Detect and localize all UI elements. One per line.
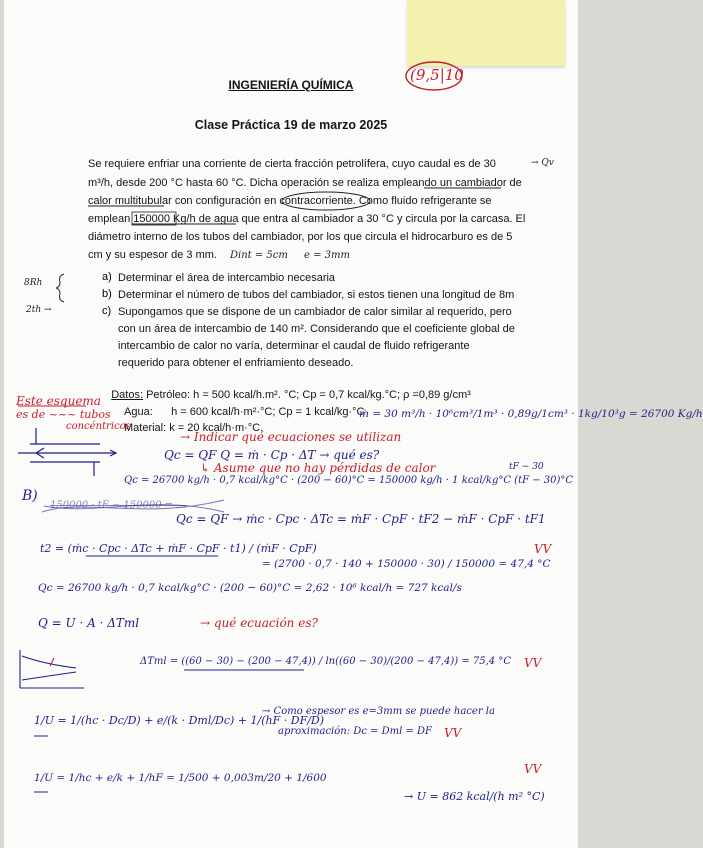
hw-de-tubos: es de ~~~ tubos [16, 408, 111, 421]
hw-u-check: VV [444, 726, 462, 740]
page-subtitle: Clase Práctica 19 de marzo 2025 [194, 118, 388, 132]
hw-t2-equation: t2 = (ṁc · Cpc · ΔTc + ṁF · CpF · t1) / (ṁF · CpF) [40, 542, 317, 555]
note-dint: Dint = 5cm [230, 250, 288, 261]
hw-b-label: B) [22, 488, 38, 504]
question-c-line-4: requerido para obtener el enfriamiento deseado. [118, 357, 354, 369]
hw-indicar: → Indicar qué ecuaciones se utilizan [180, 430, 402, 444]
hw-qc-line: Qc = 26700 kg/h · 0,7 kcal/kg°C · (200 − 60)°C = 150000 kg/h · 1 kcal/kg°C (tF − 30)°C [124, 475, 574, 486]
datos-material: Material: k = 20 kcal/h·m·°C. [124, 422, 264, 434]
question-b-label: b) [102, 288, 112, 300]
statement-line-5: diámetro interno de los tubos del cambiador, por los que circula el hidrocarburo es de 5 [88, 231, 513, 243]
margin-note-qv: → Qv [531, 158, 554, 168]
hw-esquema: Este esquema [16, 394, 101, 408]
ink-strokes [4, 0, 578, 848]
question-b-text: Determinar el número de tubos del cambiador, si estos tienen una longitud de 8m [118, 289, 515, 301]
question-a-label: a) [102, 271, 112, 283]
hw-strike: 150000 · tF − 150000 = ... [50, 500, 186, 511]
page-title: INGENIERÍA QUÍMICA [228, 78, 354, 92]
question-c-line-1: Supongamos que se dispone de un cambiador de calor similar al requerido, pero [118, 306, 512, 318]
hw-dtml-check: VV [524, 656, 542, 670]
temperature-profile-sketch [20, 650, 84, 688]
grade-circle [406, 62, 462, 90]
margin-note-c: 2th → [26, 305, 52, 315]
contracorriente-oval [282, 192, 370, 210]
hw-q-ua-note: → qué ecuación es? [200, 616, 318, 630]
question-c-line-3: intercambio de calor no varía, determinar el caudal de fluido refrigerante [118, 340, 470, 352]
hw-dtml: ΔTml = ((60 − 30) − (200 − 47,4)) / ln((60 − 30)/(200 − 47,4)) = 75,4 °C [140, 656, 511, 667]
hw-q-ua: Q = U · A · ΔTml [38, 616, 140, 630]
margin-note-ab: 8Rh [24, 278, 43, 288]
hw-qc-value: Qc = 26700 kg/h · 0,7 kcal/kg°C · (200 − 60)°C = 2,62 · 10⁶ kcal/h = 727 kcal/s [38, 582, 462, 594]
datos-label: Datos: [111, 389, 143, 401]
statement-line-3: calor multitubular con configuración en contracorriente. Como fluido refrigerante se [88, 195, 492, 207]
hw-t2-check: VV [534, 542, 552, 556]
hw-asume: ↳ Asume que no hay pérdidas de calor [200, 461, 436, 475]
exam-page [4, 0, 703, 848]
grade-mark: (9,5|10 [410, 66, 464, 84]
statement-line-1: Se requiere enfriar una corriente de cierta fracción petrolífera, cuyo caudal es de 30 [88, 158, 496, 170]
question-a-text: Determinar el área de intercambio necesaria [118, 272, 336, 284]
datos-petroleo-text: Petróleo: h = 500 kcal/h.m². °C; Cp = 0,7 kcal/kg.°C; ρ =0,89 g/cm³ [146, 389, 471, 401]
hw-u-note-2: aproximación: Dc = Dml = DF [278, 726, 432, 737]
hw-qc-qf: Qc = QF Q = ṁ · Cp · ΔT → qué es? [164, 448, 380, 462]
hw-mass-flow: ṁ = 30 m³/h · 10⁶cm³/1m³ · 0,89g/1cm³ · 1kg/10³g = 26700 Kg/h [359, 408, 703, 420]
exchanger-sketch [18, 428, 116, 476]
hw-tf-note: tF − 30 [509, 462, 544, 472]
statement-line-4: emplean 150000 Kg/h de agua que entra al cambiador a 30 °C y circula por la carcasa. El [88, 213, 526, 225]
statement-line-6: cm y su espesor de 3 mm. [88, 249, 217, 261]
hw-q-equation: Qc = QF → ṁc · Cpc · ΔTc = ṁF · CpF · tF2 − ṁF · CpF · tF1 [176, 512, 546, 526]
statement-line-2: m³/h, desde 200 °C hasta 60 °C. Dicha operación se realiza empleando un cambiador de [88, 177, 522, 189]
hw-u-note-1: → Como espesor es e=3mm se puede hacer la [262, 706, 495, 717]
scribble-b [42, 500, 224, 512]
datos-agua: Agua: h = 600 kcal/h·m²·°C; Cp = 1 kcal/kg·°C [124, 406, 365, 418]
hw-u-result: → U = 862 kcal/(h m² °C) [404, 790, 545, 803]
hw-concentricos: concéntricos [66, 421, 131, 432]
hw-u-result-check: VV [524, 762, 542, 776]
question-c-line-2: con un área de intercambio de 140 m². Considerando que el coeficiente global de [118, 323, 515, 335]
brace-ab [56, 274, 64, 302]
note-thickness: e = 3mm [304, 250, 350, 261]
question-c-label: c) [102, 305, 112, 317]
box-150000 [132, 212, 176, 225]
hw-u-final: 1/U = 1/hc + e/k + 1/hF = 1/500 + 0,003m/20 + 1/600 [34, 772, 327, 784]
hw-t2-numbers: = (2700 · 0,7 · 140 + 150000 · 30) / 150000 = 47,4 °C [262, 558, 551, 570]
hw-u-equation: 1/U = 1/(hc · Dc/D) + e/(k · Dml/Dc) + 1/(hF · DF/D) [34, 714, 325, 727]
